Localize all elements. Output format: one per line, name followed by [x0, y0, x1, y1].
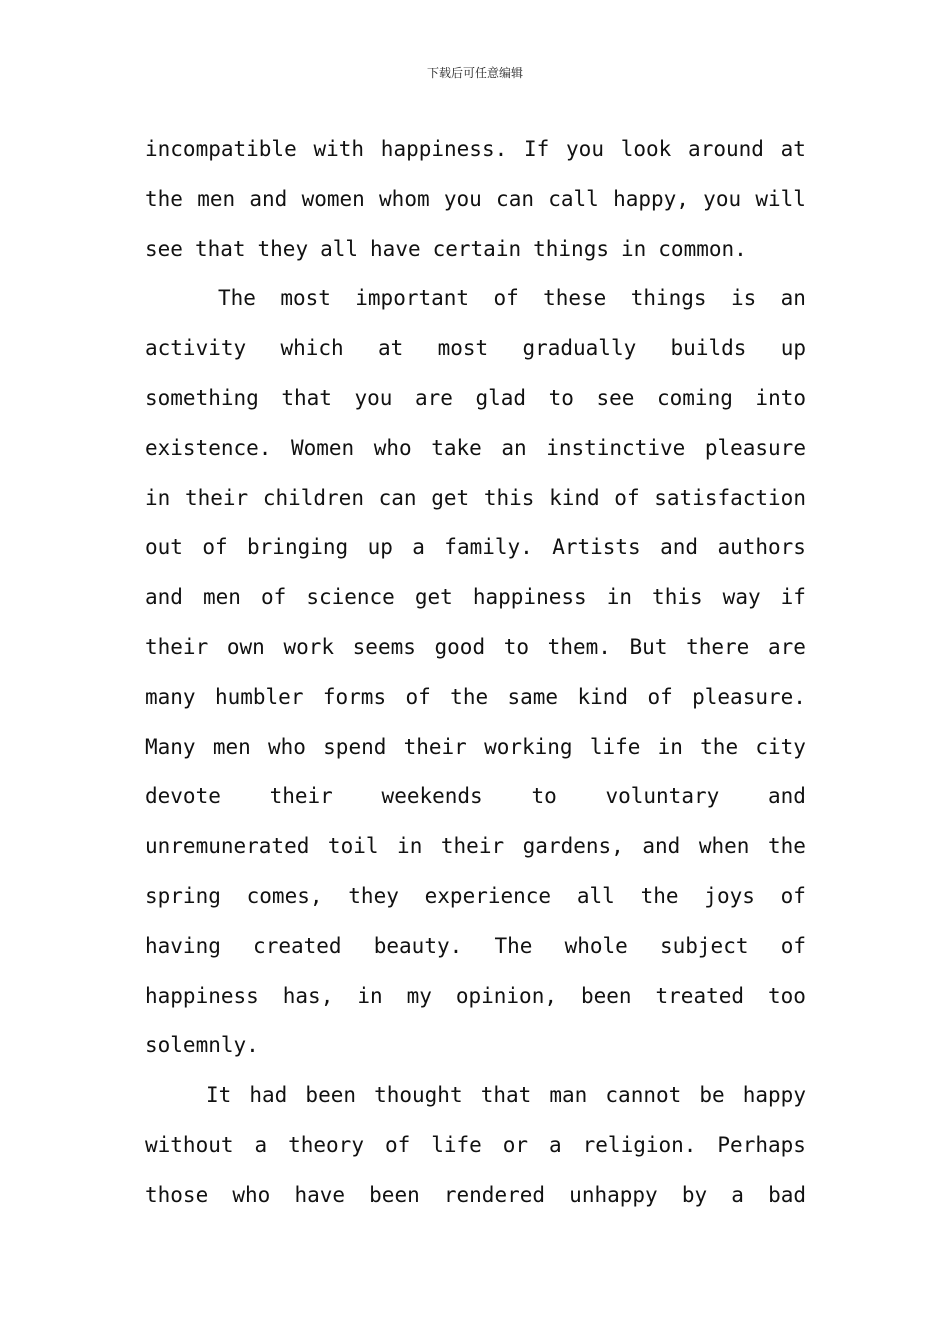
text-line: Many men who spend their working life in the city: [145, 734, 806, 759]
text-line: incompatible with happiness. If you look around at: [145, 137, 806, 161]
text-line: solemnly.: [145, 1033, 259, 1058]
text-line: in their children can get this kind of satisfaction: [145, 485, 806, 510]
text-line: spring comes, they experience all the joys of: [145, 883, 806, 908]
text-line: many humbler forms of the same kind of pleasure.: [145, 684, 806, 709]
text-line: and men of science get happiness in this way if: [145, 585, 806, 610]
text-line: It had been thought that man cannot be happy: [206, 1083, 806, 1108]
text-line: activity which at most gradually builds up: [145, 336, 806, 361]
text-line: their own work seems good to them. But there are: [145, 634, 806, 659]
text-line: unremunerated toil in their gardens, and when the: [145, 834, 806, 859]
text-line: the men and women whom you can call happy, you will: [145, 186, 806, 211]
text-line: without a theory of life or a religion. Perhaps: [145, 1132, 806, 1157]
text-line: out of bringing up a family. Artists and authors: [145, 535, 806, 560]
document-body: [145, 125, 806, 1221]
text-line: something that you are glad to see coming into: [145, 385, 806, 410]
text-line: see that they all have certain things in common.: [145, 236, 747, 261]
page-header: 下载后可任意编辑: [426, 66, 523, 80]
text-line: existence. Women who take an instinctive pleasure: [145, 435, 806, 460]
text-line: having created beauty. The whole subject of: [145, 933, 806, 958]
text-line: those who have been rendered unhappy by a bad: [145, 1182, 806, 1207]
text-line: happiness has, in my opinion, been treated too: [145, 983, 806, 1008]
text-line: devote their weekends to voluntary and: [145, 784, 806, 809]
text-line: The most important of these things is an: [218, 286, 806, 311]
